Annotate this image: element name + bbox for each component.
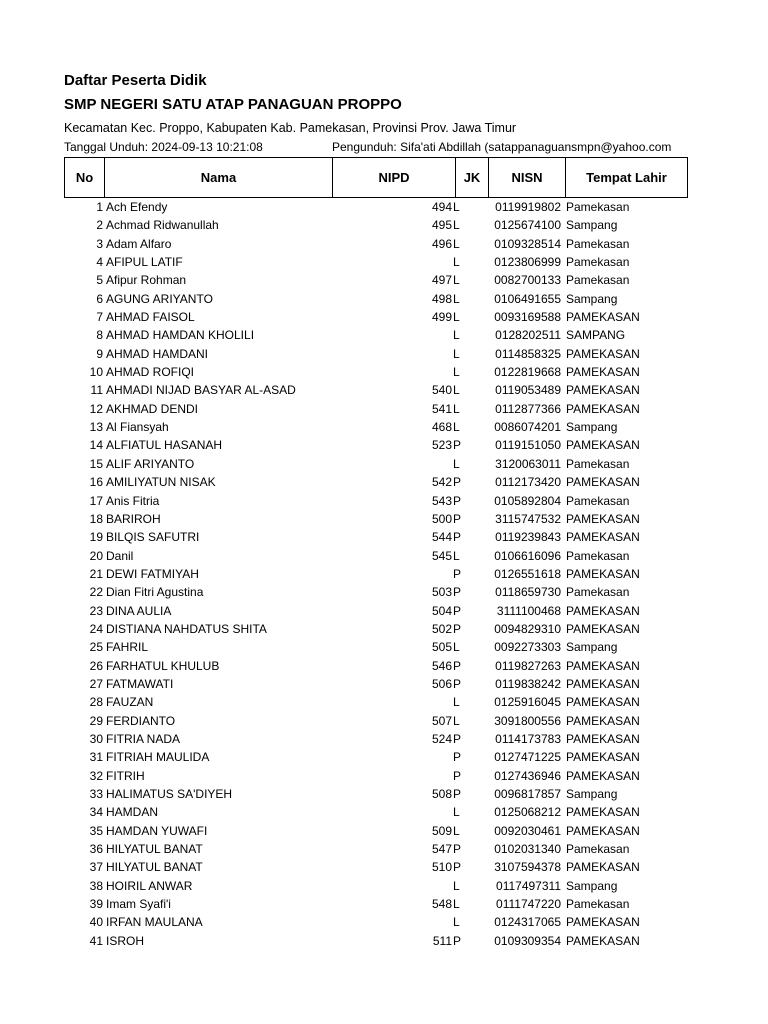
student-nipd: 502 — [431, 621, 452, 636]
table-row — [64, 620, 704, 638]
row-number: 12 — [89, 401, 103, 416]
student-name: DEWI FATMIYAH — [106, 566, 199, 581]
row-number: 27 — [89, 676, 103, 691]
table-row — [64, 528, 704, 546]
student-gender: P — [453, 438, 462, 453]
table-row — [64, 877, 704, 895]
student-nisn: 3107594378 — [494, 860, 561, 875]
student-birthplace: Sampang — [566, 787, 618, 801]
student-gender: P — [453, 511, 462, 526]
student-birthplace: Pamekasan — [566, 236, 630, 251]
student-nipd: 547 — [431, 842, 452, 857]
student-name: Afipur Rohman — [106, 273, 187, 288]
table-row — [64, 840, 704, 858]
document-title: Daftar Peserta Didik — [64, 72, 207, 89]
student-nisn: 0119053489 — [495, 383, 561, 398]
table-row — [64, 345, 704, 363]
table-row — [64, 638, 704, 656]
student-gender: L — [453, 548, 460, 563]
row-number: 35 — [89, 823, 103, 838]
row-number: 38 — [89, 878, 103, 893]
student-nipd: 510 — [431, 860, 452, 875]
table-row — [64, 363, 704, 381]
student-nipd: 506 — [431, 676, 452, 691]
student-nisn: 3115747532 — [495, 511, 561, 526]
student-name: HILYATUL BANAT — [106, 860, 203, 875]
row-number: 4 — [96, 255, 103, 270]
student-name: HILYATUL BANAT — [106, 842, 203, 857]
student-gender: P — [453, 530, 462, 545]
student-name: Ach Efendy — [106, 200, 168, 214]
student-birthplace: PAMEKASAN — [566, 695, 640, 710]
student-gender: P — [453, 475, 462, 490]
student-gender: L — [453, 328, 460, 343]
student-nisn: 3120063011 — [495, 456, 561, 471]
student-name: ISROH — [106, 933, 145, 948]
student-nisn: 3111100468 — [496, 603, 561, 618]
table-row — [64, 492, 704, 510]
student-gender: L — [453, 218, 460, 233]
student-gender: L — [453, 878, 460, 893]
table-row — [64, 253, 704, 271]
student-birthplace: PAMEKASAN — [566, 713, 640, 728]
student-nisn: 0127471225 — [494, 750, 561, 765]
student-birthplace: PAMEKASAN — [566, 383, 640, 398]
table-row — [64, 381, 704, 399]
row-number: 23 — [89, 603, 103, 618]
student-birthplace: PAMEKASAN — [566, 823, 640, 838]
table-row — [64, 748, 704, 766]
student-birthplace: Pamekasan — [566, 255, 630, 270]
row-number: 2 — [96, 218, 103, 233]
table-row — [64, 913, 704, 931]
student-nipd: 542 — [431, 475, 452, 490]
student-birthplace: Pamekasan — [566, 200, 630, 214]
table-row — [64, 473, 704, 491]
student-nisn: 0093169588 — [494, 310, 561, 325]
student-gender: P — [453, 750, 462, 765]
row-number: 36 — [89, 842, 103, 857]
student-name: Achmad Ridwanullah — [106, 218, 219, 233]
student-nisn: 0105892804 — [494, 493, 561, 508]
table-row — [64, 565, 704, 583]
student-gender: P — [453, 768, 462, 783]
column-header-nipd: NIPD — [333, 158, 456, 198]
student-nipd: 495 — [431, 218, 452, 233]
student-gender: L — [453, 273, 460, 288]
student-birthplace: SAMPANG — [566, 328, 626, 343]
table-row — [64, 198, 704, 216]
column-header-no: No — [65, 158, 105, 198]
student-gender: L — [453, 640, 460, 655]
student-nisn: 0082700133 — [494, 273, 561, 288]
student-nipd: 498 — [431, 291, 452, 306]
column-header-jk: JK — [456, 158, 489, 198]
row-number: 6 — [96, 291, 103, 306]
student-gender: L — [453, 456, 460, 471]
student-nisn: 0114858325 — [495, 346, 561, 361]
row-number: 9 — [96, 346, 103, 361]
student-nisn: 0119838242 — [495, 676, 561, 691]
student-nipd: 544 — [431, 530, 452, 545]
student-nisn: 0111747220 — [496, 897, 561, 912]
student-name: AHMADI NIJAD BASYAR AL-ASAD — [106, 383, 296, 398]
row-number: 20 — [89, 548, 103, 563]
table-row — [64, 400, 704, 418]
student-nisn: 0086074201 — [494, 420, 561, 435]
student-nisn: 0109328514 — [494, 236, 561, 251]
student-list — [64, 198, 704, 950]
student-birthplace: PAMEKASAN — [566, 530, 640, 545]
student-gender: P — [453, 731, 462, 746]
student-birthplace: PAMEKASAN — [566, 401, 640, 416]
student-nipd: 540 — [431, 383, 452, 398]
student-birthplace: PAMEKASAN — [566, 603, 640, 618]
student-nipd: 524 — [431, 731, 452, 746]
student-gender: L — [453, 383, 460, 398]
student-gender: P — [453, 493, 462, 508]
row-number: 28 — [89, 695, 103, 710]
student-gender: L — [453, 805, 460, 820]
row-number: 14 — [89, 438, 103, 453]
row-number: 21 — [89, 566, 103, 581]
table-row — [64, 895, 704, 913]
student-name: HAMDAN YUWAFI — [106, 823, 208, 838]
row-number: 15 — [89, 456, 103, 471]
student-name: FARHATUL KHULUB — [106, 658, 220, 673]
student-nisn: 0128202511 — [495, 328, 561, 343]
row-number: 22 — [89, 585, 103, 600]
student-birthplace: Sampang — [566, 291, 618, 306]
row-number: 34 — [89, 805, 103, 820]
student-birthplace: Sampang — [566, 878, 618, 893]
student-nipd: 545 — [431, 548, 452, 563]
row-number: 3 — [96, 236, 103, 251]
student-nisn: 0124317065 — [494, 915, 561, 930]
student-gender: L — [453, 401, 460, 416]
student-name: FERDIANTO — [106, 713, 176, 728]
student-nipd: 508 — [431, 787, 452, 801]
row-number: 37 — [89, 860, 103, 875]
student-nisn: 0117497311 — [496, 878, 561, 893]
student-nisn: 0118659730 — [495, 585, 561, 600]
table-row — [64, 418, 704, 436]
student-nipd: 468 — [431, 420, 452, 435]
student-nisn: 0119919802 — [495, 200, 561, 214]
student-name: FAHRIL — [106, 640, 149, 655]
student-gender: P — [453, 603, 462, 618]
row-number: 1 — [96, 200, 103, 214]
school-name: SMP NEGERI SATU ATAP PANAGUAN PROPPO — [64, 96, 402, 113]
student-gender: P — [453, 676, 462, 691]
table-row — [64, 767, 704, 785]
student-name: HOIRIL ANWAR — [106, 878, 193, 893]
student-name: Al Fiansyah — [106, 420, 169, 435]
column-header-nisn: NISN — [489, 158, 566, 198]
student-birthplace: Pamekasan — [566, 897, 630, 912]
row-number: 29 — [89, 713, 103, 728]
student-nipd: 494 — [431, 200, 452, 214]
student-birthplace: Sampang — [566, 420, 618, 435]
student-gender: P — [453, 585, 462, 600]
student-nisn: 0096817857 — [494, 787, 561, 801]
student-name: Dian Fitri Agustina — [106, 585, 204, 600]
student-nipd: 523 — [431, 438, 452, 453]
column-header-nama: Nama — [105, 158, 333, 198]
student-gender: P — [453, 933, 462, 948]
student-gender: P — [453, 621, 462, 636]
download-date: Tanggal Unduh: 2024-09-13 10:21:08 — [64, 140, 263, 154]
student-name: AHMAD FAISOL — [106, 310, 195, 325]
student-nisn: 0119827263 — [495, 658, 561, 673]
student-gender: L — [453, 695, 460, 710]
table-row — [64, 858, 704, 876]
table-row — [64, 455, 704, 473]
student-gender: L — [453, 915, 460, 930]
student-nisn: 0106491655 — [494, 291, 561, 306]
student-birthplace: PAMEKASAN — [566, 915, 640, 930]
student-gender: P — [453, 658, 462, 673]
table-row — [64, 290, 704, 308]
downloaded-by: Pengunduh: Sifa'ati Abdillah (satappanaguansmpn@yahoo.com — [332, 140, 672, 154]
student-birthplace: PAMEKASAN — [566, 475, 640, 490]
student-birthplace: Sampang — [566, 640, 618, 655]
table-row — [64, 271, 704, 289]
student-nisn: 0114173783 — [495, 731, 561, 746]
student-name: Imam Syafi'i — [106, 897, 171, 912]
student-gender: P — [453, 566, 462, 581]
table-row — [64, 675, 704, 693]
student-birthplace: PAMEKASAN — [566, 676, 640, 691]
student-birthplace: Pamekasan — [566, 493, 630, 508]
table-row — [64, 822, 704, 840]
student-birthplace: PAMEKASAN — [566, 860, 640, 875]
student-nipd: 505 — [431, 640, 452, 655]
student-birthplace: PAMEKASAN — [566, 805, 640, 820]
student-nisn: 3091800556 — [494, 713, 561, 728]
row-number: 33 — [89, 787, 103, 801]
student-nipd: 507 — [431, 713, 452, 728]
student-birthplace: Pamekasan — [566, 548, 630, 563]
row-number: 13 — [89, 420, 103, 435]
row-number: 31 — [89, 750, 103, 765]
row-number: 39 — [89, 897, 103, 912]
row-number: 19 — [89, 530, 103, 545]
column-header-tempat-lahir: Tempat Lahir — [566, 158, 688, 198]
table-row — [64, 308, 704, 326]
table-row — [64, 602, 704, 620]
row-number: 17 — [89, 493, 103, 508]
student-nipd: 496 — [431, 236, 452, 251]
student-nipd: 503 — [431, 585, 452, 600]
table-row — [64, 803, 704, 821]
student-nisn: 0125916045 — [494, 695, 561, 710]
table-row — [64, 436, 704, 454]
student-nisn: 0102031340 — [494, 842, 561, 857]
student-name: FITRIA NADA — [106, 731, 181, 746]
table-row — [64, 712, 704, 730]
student-name: IRFAN MAULANA — [106, 915, 203, 930]
student-name: FITRIH — [106, 768, 145, 783]
row-number: 30 — [89, 731, 103, 746]
table-row — [64, 932, 704, 950]
table-row — [64, 510, 704, 528]
student-birthplace: PAMEKASAN — [566, 768, 640, 783]
table-row — [64, 657, 704, 675]
table-row — [64, 216, 704, 234]
student-gender: L — [453, 365, 460, 380]
student-nisn: 0125068212 — [494, 805, 561, 820]
student-name: BARIROH — [106, 511, 161, 526]
student-birthplace: PAMEKASAN — [566, 933, 640, 948]
student-name: Adam Alfaro — [106, 236, 172, 251]
student-nipd: 546 — [431, 658, 452, 673]
student-name: AGUNG ARIYANTO — [106, 291, 213, 306]
student-birthplace: PAMEKASAN — [566, 621, 640, 636]
student-gender: L — [453, 346, 460, 361]
student-nipd: 548 — [431, 897, 452, 912]
table-row — [64, 326, 704, 344]
table-row — [64, 235, 704, 253]
student-nipd: 500 — [431, 511, 452, 526]
student-name: ALIF ARIYANTO — [106, 456, 195, 471]
student-birthplace: PAMEKASAN — [566, 750, 640, 765]
student-gender: L — [453, 255, 460, 270]
row-number: 5 — [96, 273, 103, 288]
student-nipd: 511 — [432, 933, 452, 948]
student-gender: L — [453, 420, 460, 435]
student-nisn: 0119151050 — [495, 438, 561, 453]
student-gender: L — [453, 713, 460, 728]
row-number: 25 — [89, 640, 103, 655]
student-name: DINA AULIA — [106, 603, 172, 618]
student-gender: L — [453, 291, 460, 306]
student-nipd: 541 — [431, 401, 452, 416]
student-birthplace: Pamekasan — [566, 842, 630, 857]
table-row — [64, 785, 704, 803]
student-nipd: 497 — [431, 273, 452, 288]
student-gender: L — [453, 236, 460, 251]
student-nisn: 0123806999 — [494, 255, 561, 270]
student-nisn: 0106616096 — [494, 548, 561, 563]
student-nisn: 0127436946 — [494, 768, 561, 783]
student-name: AFIPUL LATIF — [106, 255, 183, 270]
student-birthplace: Sampang — [566, 218, 618, 233]
row-number: 18 — [89, 511, 103, 526]
student-birthplace: PAMEKASAN — [566, 438, 640, 453]
student-name: AKHMAD DENDI — [106, 401, 199, 416]
student-name: AHMAD HAMDANI — [106, 346, 209, 361]
student-nipd: 509 — [431, 823, 452, 838]
student-name: Anis Fitria — [106, 493, 160, 508]
row-number: 41 — [89, 933, 103, 948]
student-nisn: 0126551618 — [494, 566, 561, 581]
student-name: AHMAD HAMDAN KHOLILI — [106, 328, 255, 343]
row-number: 24 — [89, 621, 103, 636]
student-name: FITRIAH MAULIDA — [106, 750, 210, 765]
row-number: 7 — [96, 310, 103, 325]
table-row — [64, 693, 704, 711]
student-nipd: 504 — [431, 603, 452, 618]
row-number: 10 — [89, 365, 103, 380]
student-birthplace: Pamekasan — [566, 585, 630, 600]
student-birthplace: PAMEKASAN — [566, 731, 640, 746]
student-name: AMILIYATUN NISAK — [106, 475, 216, 490]
student-birthplace: PAMEKASAN — [566, 346, 640, 361]
student-nisn: 0112173420 — [495, 475, 561, 490]
student-nipd: 499 — [431, 310, 452, 325]
table-header — [64, 157, 688, 198]
student-gender: L — [453, 200, 460, 214]
student-birthplace: Pamekasan — [566, 456, 630, 471]
student-name: Danil — [106, 548, 134, 563]
row-number: 16 — [89, 475, 103, 490]
student-nisn: 0092273303 — [494, 640, 561, 655]
student-nisn: 0112877366 — [495, 401, 561, 416]
student-nisn: 0119239843 — [495, 530, 561, 545]
student-name: BILQIS SAFUTRI — [106, 530, 200, 545]
row-number: 11 — [90, 383, 103, 398]
student-birthplace: PAMEKASAN — [566, 566, 640, 581]
row-number: 8 — [96, 328, 103, 343]
student-name: DISTIANA NAHDATUS SHITA — [106, 621, 267, 636]
student-nipd: 543 — [431, 493, 452, 508]
table-row — [64, 583, 704, 601]
location-line: Kecamatan Kec. Proppo, Kabupaten Kab. Pamekasan, Provinsi Prov. Jawa Timur — [64, 121, 517, 135]
student-gender: L — [453, 310, 460, 325]
student-birthplace: PAMEKASAN — [566, 511, 640, 526]
student-birthplace: PAMEKASAN — [566, 365, 640, 380]
student-gender: P — [453, 842, 462, 857]
student-gender: L — [453, 897, 460, 912]
table-row — [64, 547, 704, 565]
student-nisn: 0092030461 — [494, 823, 561, 838]
student-name: AHMAD ROFIQI — [106, 365, 195, 380]
student-gender: L — [453, 823, 460, 838]
student-name: HAMDAN — [106, 805, 159, 820]
row-number: 32 — [89, 768, 103, 783]
student-gender: P — [453, 787, 462, 801]
student-nisn: 0122819668 — [494, 365, 561, 380]
table-row — [64, 730, 704, 748]
student-name: HALIMATUS SA'DIYEH — [106, 787, 233, 801]
row-number: 26 — [89, 658, 103, 673]
student-nisn: 0109309354 — [494, 933, 561, 948]
student-birthplace: PAMEKASAN — [566, 658, 640, 673]
row-number: 40 — [89, 915, 103, 930]
student-name: FATMAWATI — [106, 676, 174, 691]
student-gender: P — [453, 860, 462, 875]
student-birthplace: Pamekasan — [566, 273, 630, 288]
student-name: FAUZAN — [106, 695, 154, 710]
student-name: ALFIATUL HASANAH — [106, 438, 223, 453]
student-nisn: 0094829310 — [494, 621, 561, 636]
student-birthplace: PAMEKASAN — [566, 310, 640, 325]
student-nisn: 0125674100 — [494, 218, 561, 233]
